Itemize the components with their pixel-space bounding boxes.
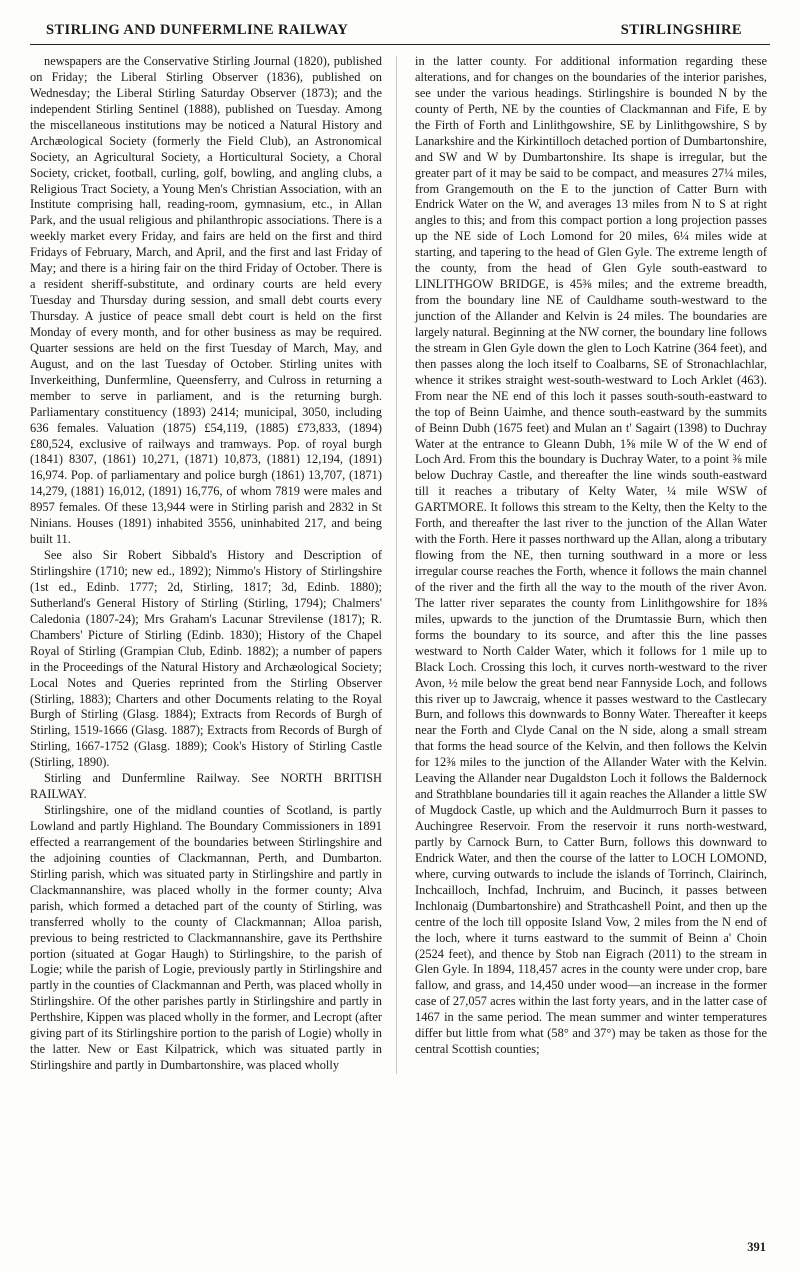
left-column — [30, 54, 396, 1074]
paragraph: in the latter county. For additional information regarding these alterations, and for changes on the boundaries of the interior parishes, see under the various headings. Stirlingshire is bounded N by the county of Perth, NE by the counties of Clackmannan and Fife, E by the Firth of Forth and Linlithgowshire, SE by Linlithgowshire, S by Lanarkshire and the Kirkintilloch detached portion of Dumbartonshire, and SW and W by Dumbartonshire. Its shape is irregular, but the greater part of it may be said to be compact, and measures 27¼ miles, from Grangemouth on the E to the junction of Catter Burn with Endrick Water on the W, and averages 13 miles from N to S at right angles to this; and from this compact portion a long projection passes up the NE side of Loch Lomond for 20 miles, 6¼ miles wide at starting, and tapering to the head of Glen Gyle. The extreme length of the county, from the head of Glen Gyle south-eastward to LINLITHGOW BRIDGE, is 45⅜ miles; and the extreme breadth, from the boundary line NE of Cauldhame south-westward to the junction of the Allander and Kelvin is 24 miles. The boundaries are largely natural. Beginning at the NW corner, the boundary line follows the stream in Glen Gyle down the glen to Loch Katrine (364 feet), and then passes along the loch itself to Coalbarns, SE of Stronachlachlar, whence it strikes straight west-south-westward to Loch Arklet (463). From near the NE end of this loch it passes south-south-eastward to the top of Beinn Uaimhe, and thence south-eastward by the summits of Beinn Dubh (1675 feet) and Mulan an t' Sagairt (1398) to Duchray Water at the entrance to Gleann Dubh, 1⅝ mile W of the W end of Loch Ard. From this the boundary is Duchray Water, to a point ⅜ mile below Duchray Castle, and thereafter the line winds south-eastward till it reaches a tributary of Kelty Water, ¼ mile WSW of GARTMORE. It follows this stream to the Kelty, then the Kelty to the Forth, and thereafter the last river to the junction of the Allan Water with the Forth. Here it passes northward up the Allan, along a tributary flowing from the NE, then turning southward in a more or less irregular course reaches the Forth, whence it follows the main channel of the river and the firth all the way to the mouth of the river Avon. The latter river separates the county from Linlithgowshire for 18⅜ miles, upwards to the junction of the Drumtassie Burn, which then forms the boundary to its source, and after this the line passes westward to North Calder Water, which it follows for 1 mile up to Black Loch. Crossing this loch, it curves north-westward to the river Avon, ½ mile below the great bend near Fannyside Loch, and follows this river up to Jawcraig, whence it passes westward to the Castlecary Burn, and follows this downwards to Bonny Water. Thereafter it keeps near the Forth and Clyde Canal on the N side, along a small stream that forms the head source of the Kelvin, and then follows the Kelvin for 12⅜ miles to the junction of the Allander Water with the Kelvin. Leaving the Allander near Dugaldston Loch it follows the Baldernock and Strathblane boundaries till it again reaches the Allander a little SW of Mugdock Castle, up which and the Auldmurroch Burn it passes to Auchingree Reservoir. From the reservoir it runs north-westward, partly by Carnock Burn, to Catter Burn, follows this downward to Endrick Water, and then the course of the latter to LOCH LOMOND, where, curving outwards to include the islands of Torrinch, Clairinch, Inchcailloch, Inchfad, Inchruim, and Bucinch, it passes between Inchlonaig (Dumbartonshire) and Strathcashell Point, and then up the centre of the loch till opposite Island Vow, 2 miles from the N end of the loch, where it turns eastward to the summit of Beinn a' Choin (2524 feet), and thence by Stob nan Eigrach (2011) to the stream in Glen Gyle. In 1894, 118,457 acres in the county were under crop, bare fallow, and grass, and 14,450 under wood—an increase in the former case of 27,057 acres within the last forty years, and in the latter case of 1467 in the same period. The mean summer and winter temperatures differ but little from what (58° and 37°) may be taken as those for the central Scottish counties; — [415, 54, 767, 1057]
running-head — [30, 22, 770, 43]
right-column — [397, 54, 767, 1058]
paragraph-entry-railway: Stirling and Dunfermline Railway. See NORTH BRITISH RAILWAY. — [30, 771, 382, 802]
running-head-left: STIRLING AND DUNFERMLINE RAILWAY — [46, 22, 349, 38]
page-number: 391 — [747, 1240, 766, 1254]
paragraph: newspapers are the Conservative Stirling Journal (1820), published on Friday; the Liberal Stirling Observer (1836), published on Wednesday; the Liberal Stirling Saturday Observer (1873); and the independent Stirling Sentinel (1888), published on Tuesday. Among the miscellaneous institutions may be noticed a Natural History and Archæological Society (formerly the Field Club), an Astronomical Society, an Agricultural Society, a Horticultural Society, a Choral Society, cricket, football, curling, golf, bowling, and angling clubs, a Religious Tract Society, a Young Men's Christian Association, with an Institute comprising hall, reading-room, gymnasium, etc., in Allan Park, and the usual religious and philanthropic associations. There is a weekly market every Friday, and fairs are held on the first and third Fridays of February, March, and April, and the first and last Friday of May; and there is a hiring fair on the third Friday of October. There is a resident sheriff-substitute, and ordinary courts are held every Tuesday and Thursday during session, and small debt courts every Thursday. A justice of peace small debt court is held on the first Monday of every month, and for other business as may be required. Quarter sessions are held on the first Tuesday of March, May, and August, and on the last Tuesday of October. Stirling unites with Inverkeithing, Dunfermline, Queensferry, and Culross in returning a member to serve in parliament, and is the returning burgh. Parliamentary constituency (1893) 2414; municipal, 3050, including 636 females. Valuation (1875) £54,119, (1885) £73,833, (1894) £80,524, exclusive of railways and tramways. Pop. of royal burgh (1841) 8307, (1861) 10,271, (1871) 10,873, (1881) 12,194, (1891) 16,974. Pop. of parliamentary and police burgh (1861) 13,707, (1871) 14,279, (1881) 16,012, (1891) 16,776, of whom 7819 were males and 8957 females. Of these 13,944 were in Stirling parish and 2832 in St Ninians. Houses (1891) inhabited 3556, uninhabited 217, and being built 11. — [30, 54, 382, 547]
header-rule — [30, 44, 770, 45]
paragraph: See also Sir Robert Sibbald's History and Description of Stirlingshire (1710; new ed., 1892); Nimmo's History of Stirlingshire (1st ed., Edinb. 1777; 2d, Stirling, 1817; 3d, Edinb. 1880); Sutherland's General History of Stirling (Stirling, 1794); Chalmers' Caledonia (1807-24); Mrs Graham's Lacunar Strevilense (1817); R. Chambers' Picture of Stirling (Edinb. 1830); History of the Chapel Royal of Stirling (Grampian Club, Edinb. 1882); a number of papers in the Proceedings of the Natural History and Archæological Society; Local Notes and Queries reprinted from the Stirling Observer (Stirling, 1883); Charters and other Documents relating to the Royal Burgh of Stirling (Glasg. 1884); Extracts from Records of Burgh of Stirling, 1519-1666 (Glasg. 1887); Extracts from Records of Burgh of Stirling, 1667-1752 (Glasg. 1889); Cook's History of Stirling Castle (Stirling, 1890). — [30, 548, 382, 770]
paragraph-entry-stirlingshire: Stirlingshire, one of the midland counties of Scotland, is partly Lowland and partly Highland. The Boundary Commissioners in 1891 effected a rearrangement of the boundaries between Stirlingshire and the adjoining counties of Clackmannan, Perth, and Dumbarton. Stirling parish, which was situated party in Stirlingshire and partly in Clackmannanshire, was placed wholly in the former county; Alva parish, which formed a detached part of the county of Stirling, was transferred wholly to the county of Clackmannan; Alloa parish, previous to being restricted to Clackmannanshire, gave its Perthshire portion (situated at Gogar Haugh) to Stirlingshire, to the parish of Logie; while the parish of Logie, previously partly in Stirlingshire and partly in the counties of Clackmannan and Perth, was placed wholly in Stirlingshire. Of the other parishes partly in Stirlingshire and partly in Perthshire, Kippen was placed wholly in the former, and Lecropt (after giving part of its Stirlingshire portion to the parish of Logie) wholly in the latter. New or East Kilpatrick, which was situated partly in Stirlingshire and partly in Dumbartonshire, was placed wholly — [30, 803, 382, 1073]
two-column-body — [30, 54, 770, 1074]
running-head-right: STIRLINGSHIRE — [620, 22, 742, 38]
